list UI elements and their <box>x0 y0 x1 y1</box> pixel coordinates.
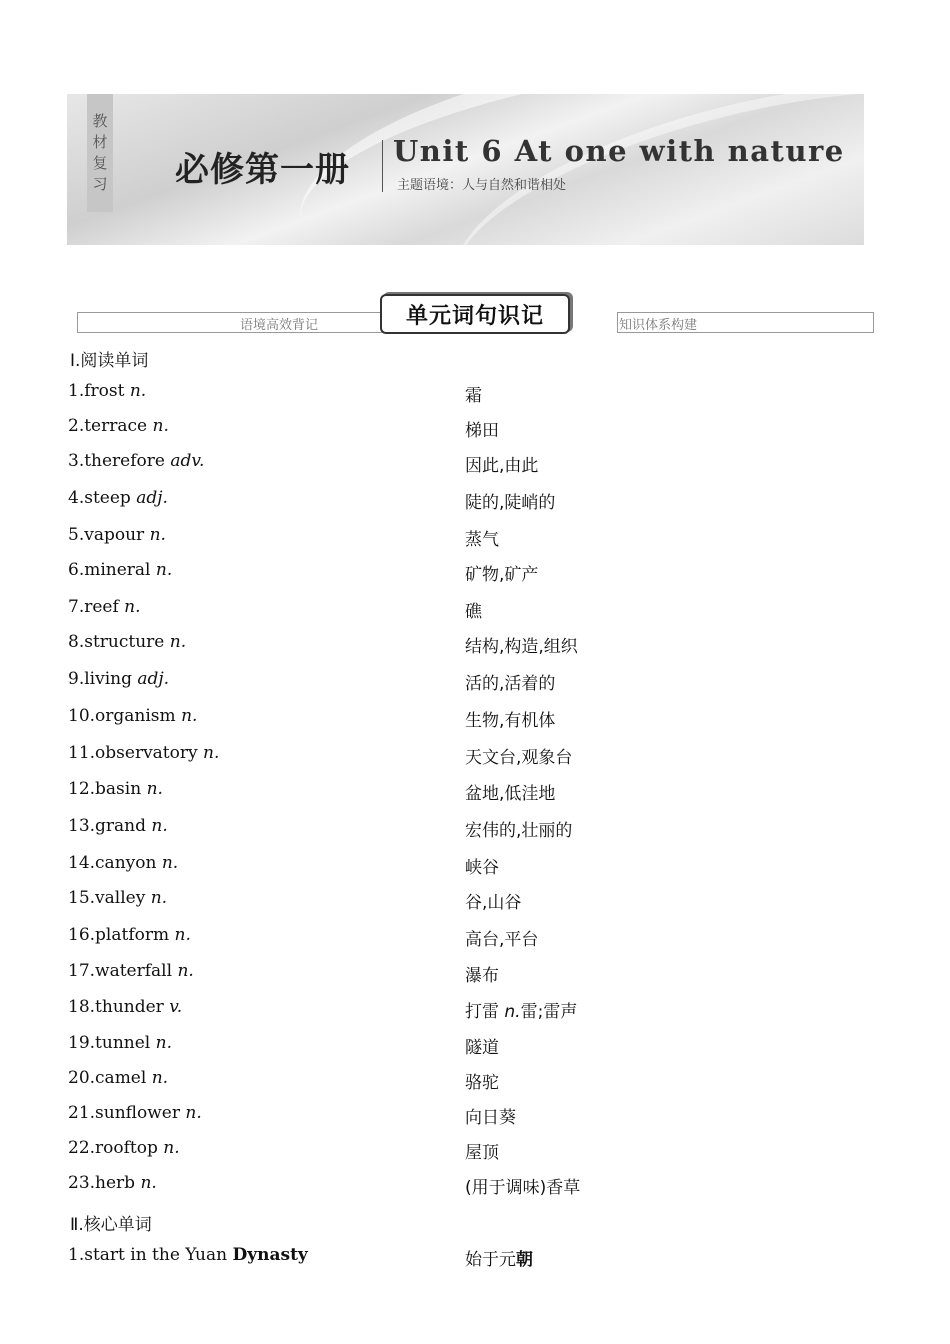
english-word <box>68 488 168 508</box>
word-text: 15.valley <box>68 888 151 908</box>
word-text: 20.camel <box>68 1068 152 1088</box>
english-word <box>68 1173 157 1193</box>
translation <box>465 1068 499 1093</box>
word-text: 14.canyon <box>68 853 162 873</box>
list-item <box>0 743 950 767</box>
part-of-speech: n. <box>129 381 147 401</box>
chinese-meaning: 始于元 <box>465 1250 516 1270</box>
translation <box>465 1033 499 1058</box>
translation <box>465 961 499 986</box>
list-item <box>0 416 950 440</box>
side-tab-char: 习 <box>92 175 108 193</box>
english-word <box>68 1068 168 1088</box>
english-word <box>68 997 182 1017</box>
translation <box>465 1103 516 1128</box>
chinese-meaning: 谷,山谷 <box>465 893 522 913</box>
translation <box>465 1245 533 1270</box>
chinese-meaning: 打雷 <box>465 1002 505 1022</box>
list-item <box>0 706 950 730</box>
chinese-meaning: 骆驼 <box>465 1073 499 1093</box>
chinese-meaning: 蒸气 <box>465 530 499 550</box>
word-text: 8.structure <box>68 632 170 652</box>
translation <box>465 525 499 550</box>
section-rule-left <box>77 312 384 333</box>
part-of-speech: n. <box>152 416 169 436</box>
list-item <box>0 779 950 803</box>
part-of-speech: v. <box>169 997 183 1017</box>
list-item <box>0 961 950 985</box>
side-tab-char: 材 <box>92 133 108 151</box>
word-text: 4.steep <box>68 488 137 508</box>
english-word <box>68 451 204 471</box>
english-word <box>68 961 194 981</box>
part-of-speech: n. <box>181 706 198 726</box>
english-word <box>68 779 163 799</box>
textbook-review-tab <box>87 94 113 212</box>
list-item <box>0 381 950 405</box>
list-item <box>0 997 950 1021</box>
word-text: 6.mineral <box>68 560 156 580</box>
english-phrase <box>68 1245 308 1265</box>
translation <box>465 560 538 585</box>
part-of-speech: n. <box>146 779 163 799</box>
list-item <box>0 1033 950 1057</box>
word-text: 19.tunnel <box>68 1033 156 1053</box>
word-text: 1.frost <box>68 381 130 401</box>
part-of-speech: n. <box>149 525 166 545</box>
list-item <box>0 816 950 840</box>
part-of-speech: n. <box>151 816 168 836</box>
english-word <box>68 669 169 689</box>
list-item <box>0 1173 950 1197</box>
phrase-text: 1.start in the Yuan <box>68 1245 233 1265</box>
part-of-speech: n. <box>504 1002 521 1022</box>
word-text: 13.grand <box>68 816 152 836</box>
word-text: 9.living <box>68 669 138 689</box>
word-text: 21.sunflower <box>68 1103 186 1123</box>
part-of-speech: n. <box>155 1033 172 1053</box>
list-item <box>0 560 950 584</box>
chinese-meaning: (用于调味)香草 <box>465 1178 581 1198</box>
list-item <box>0 888 950 912</box>
list-item <box>0 925 950 949</box>
unit-title: Unit 6 At one with nature <box>393 134 845 168</box>
part-of-speech: n. <box>161 853 179 873</box>
part-of-speech: n. <box>140 1173 157 1193</box>
translation <box>465 451 538 476</box>
chinese-meaning: 陡的,陡峭的 <box>465 493 556 513</box>
part-of-speech: n. <box>185 1103 202 1123</box>
word-text: 16.platform <box>68 925 175 945</box>
translation <box>465 1173 580 1198</box>
side-tab-char: 复 <box>92 154 108 172</box>
chinese-meaning: 盆地,低洼地 <box>465 784 556 804</box>
part-of-speech: n. <box>163 1138 180 1158</box>
chinese-meaning: 活的,活着的 <box>465 674 556 694</box>
chinese-meaning: 天文台,观象台 <box>465 748 573 768</box>
key-word: Dynasty <box>232 1245 308 1265</box>
english-word <box>68 888 167 908</box>
chinese-meaning: 瀑布 <box>465 966 499 986</box>
translation <box>465 416 499 441</box>
english-word <box>68 1138 180 1158</box>
side-tab-char: 教 <box>92 112 108 130</box>
chinese-meaning: 宏伟的,壮丽的 <box>465 821 573 841</box>
theme-context: 主题语境：人与自然和谐相处 <box>397 178 567 193</box>
word-text: 11.observatory <box>68 743 204 763</box>
part-of-speech: n. <box>150 888 168 908</box>
key-word: 朝 <box>516 1250 533 1270</box>
chinese-meaning: 矿物,矿产 <box>465 565 539 585</box>
chinese-meaning: 生物,有机体 <box>465 711 556 731</box>
english-word <box>68 853 178 873</box>
translation <box>465 743 572 768</box>
part-of-speech: n. <box>174 925 191 945</box>
section-left-subtitle: 语境高效背记 <box>240 318 319 333</box>
title-divider <box>382 140 383 192</box>
word-text: 18.thunder <box>68 997 170 1017</box>
list-item <box>0 525 950 549</box>
translation <box>465 706 555 731</box>
part2-heading: Ⅱ.核心单词 <box>70 1215 152 1235</box>
list-item <box>0 488 950 512</box>
part-of-speech: n. <box>151 1068 169 1088</box>
translation <box>465 997 577 1022</box>
translation <box>465 381 482 406</box>
part1-heading: Ⅰ.阅读单词 <box>70 351 149 371</box>
list-item <box>0 1103 950 1127</box>
translation <box>465 888 521 913</box>
section-badge: 单元词句识记 <box>380 294 570 334</box>
english-word <box>68 1103 202 1123</box>
chinese-meaning: 结构,构造,组织 <box>465 637 578 657</box>
word-text: 3.therefore <box>68 451 171 471</box>
translation <box>465 779 555 804</box>
translation <box>465 597 482 622</box>
word-text: 17.waterfall <box>68 961 178 981</box>
chinese-meaning: 向日葵 <box>465 1108 516 1128</box>
word-text: 5.vapour <box>68 525 150 545</box>
part-of-speech: n. <box>203 743 220 763</box>
list-item <box>0 1245 950 1269</box>
english-word <box>68 632 186 652</box>
chinese-meaning: 屋顶 <box>465 1143 499 1163</box>
list-item <box>0 1138 950 1162</box>
part-of-speech: adj. <box>136 488 168 508</box>
translation <box>465 488 555 513</box>
chinese-meaning: 高台,平台 <box>465 930 539 950</box>
translation <box>465 1138 499 1163</box>
section-right-subtitle: 知识体系构建 <box>619 318 698 333</box>
unit-banner <box>67 94 864 245</box>
part-of-speech: n. <box>155 560 173 580</box>
english-word <box>68 416 169 436</box>
english-word <box>68 560 172 580</box>
word-text: 10.organism <box>68 706 182 726</box>
word-text: 12.basin <box>68 779 147 799</box>
chinese-meaning: 雷;雷声 <box>520 1002 578 1022</box>
english-word <box>68 816 168 836</box>
translation <box>465 632 578 657</box>
part-of-speech: n. <box>177 961 194 981</box>
volume-title: 必修第一册 <box>175 150 350 190</box>
list-item <box>0 597 950 621</box>
list-item <box>0 669 950 693</box>
english-word <box>68 525 166 545</box>
list-item <box>0 632 950 656</box>
chinese-meaning: 峡谷 <box>465 858 499 878</box>
english-word <box>68 1033 172 1053</box>
chinese-meaning: 梯田 <box>465 421 499 441</box>
chinese-meaning: 霜 <box>465 386 482 406</box>
list-item <box>0 1068 950 1092</box>
word-text: 23.herb <box>68 1173 141 1193</box>
word-text: 22.rooftop <box>68 1138 164 1158</box>
part-of-speech: n. <box>124 597 141 617</box>
translation <box>465 816 572 841</box>
word-text: 2.terrace <box>68 416 153 436</box>
chinese-meaning: 隧道 <box>465 1038 499 1058</box>
english-word <box>68 381 146 401</box>
translation <box>465 853 499 878</box>
part-of-speech: adv. <box>170 451 205 471</box>
word-text: 7.reef <box>68 597 125 617</box>
english-word <box>68 597 141 617</box>
english-word <box>68 706 197 726</box>
translation <box>465 925 538 950</box>
translation <box>465 669 555 694</box>
list-item <box>0 451 950 475</box>
english-word <box>68 925 191 945</box>
list-item <box>0 853 950 877</box>
part-of-speech: n. <box>169 632 187 652</box>
part-of-speech: adj. <box>137 669 170 689</box>
chinese-meaning: 因此,由此 <box>465 456 539 476</box>
chinese-meaning: 礁 <box>465 602 482 622</box>
english-word <box>68 743 219 763</box>
